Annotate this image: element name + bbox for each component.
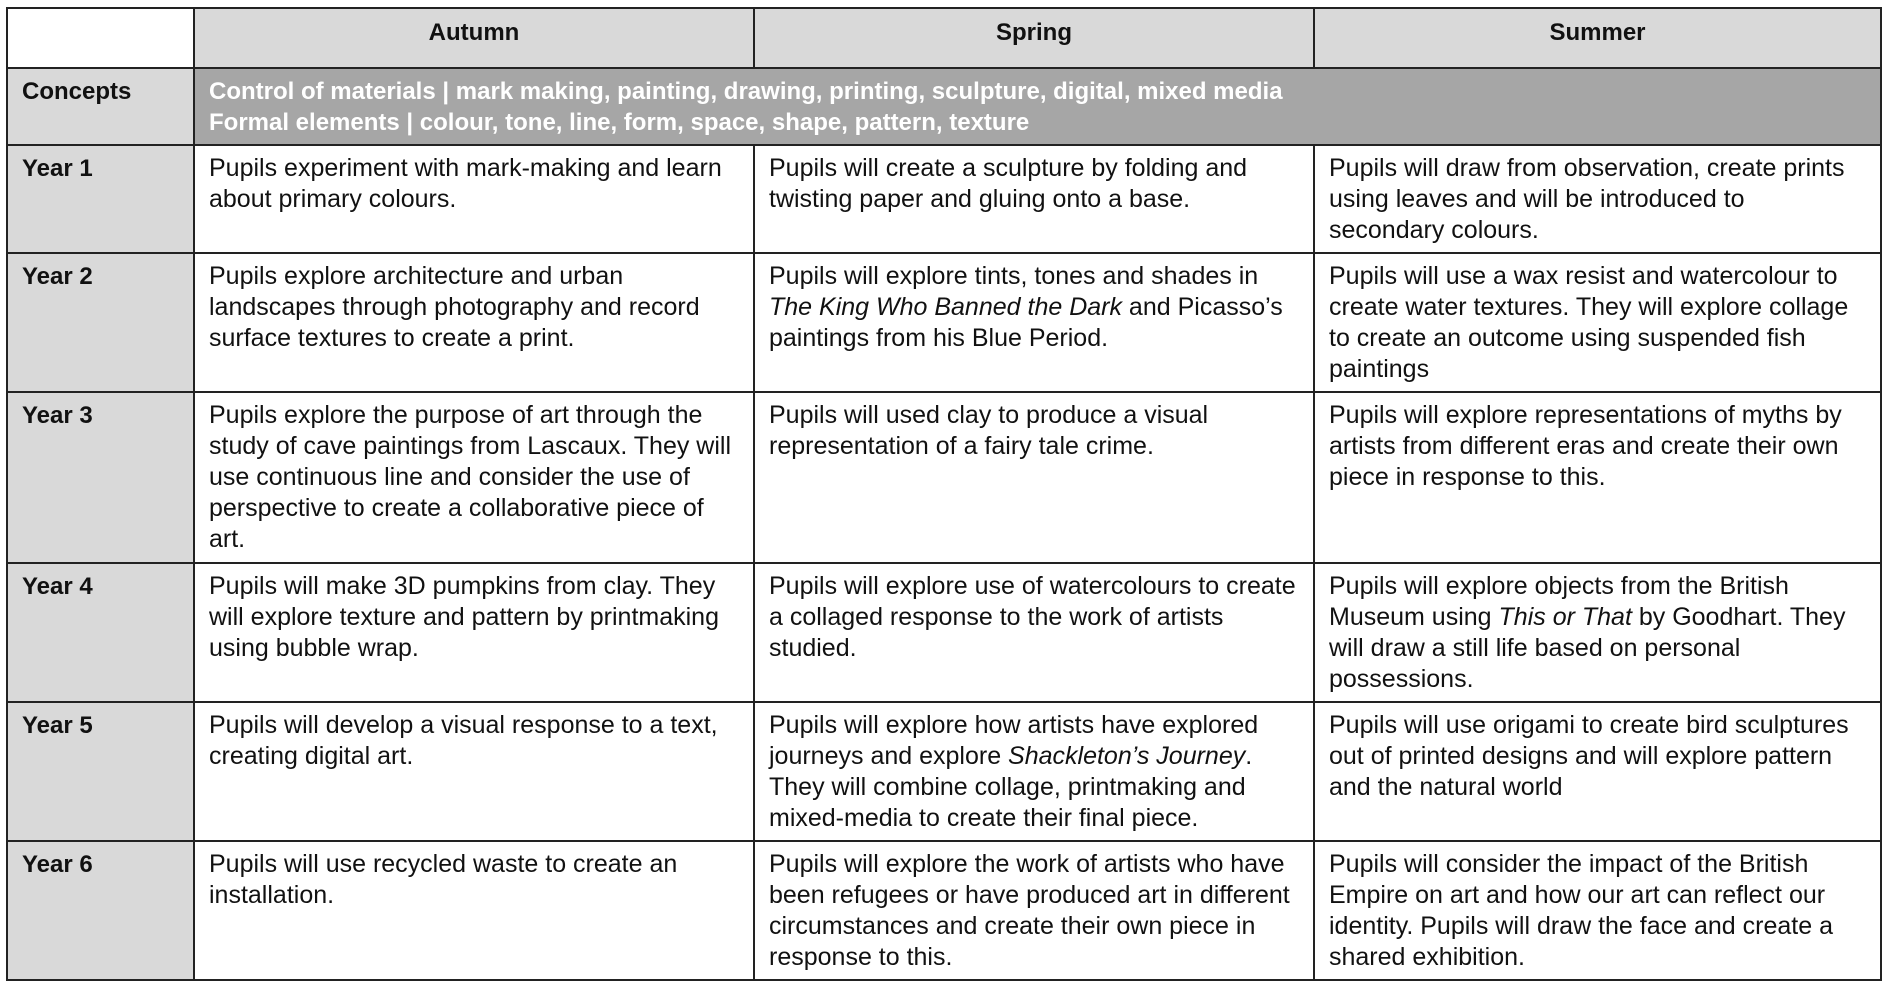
cell-spring: Pupils will create a sculpture by folding and twisting paper and gluing onto a base. (754, 145, 1314, 253)
column-header-autumn: Autumn (194, 8, 754, 68)
row-header-concepts: Concepts (7, 68, 194, 145)
cell-summer: Pupils will draw from observation, create prints using leaves and will be introduced to secondary colours. (1314, 145, 1881, 253)
cell-autumn: Pupils will make 3D pumpkins from clay. They will explore texture and pattern by printmaking using bubble wrap. (194, 563, 754, 702)
column-header-spring: Spring (754, 8, 1314, 68)
cell-spring (754, 253, 1314, 392)
cell-autumn: Pupils explore the purpose of art through the study of cave paintings from Lascaux. They will use continuous line and consider the use of perspective to create a collaborative piece of art. (194, 392, 754, 563)
row-header-year: Year 4 (7, 563, 194, 702)
concepts-line-materials: Control of materials | mark making, painting, drawing, printing, sculpture, digital, mixed media (209, 78, 1283, 105)
cell-text-before-title: Pupils will explore tints, tones and shades in (769, 262, 1259, 290)
cell-text-after-title: and Picasso’s paintings from his Blue Period. (769, 293, 1283, 352)
cell-autumn: Pupils will use recycled waste to create an installation. (194, 841, 754, 980)
cell-spring (754, 702, 1314, 841)
table-row-year-2 (7, 253, 1881, 392)
cell-text-after-title: . They will combine collage, printmaking and mixed-media to create their final piece. (769, 742, 1253, 832)
column-header-summer: Summer (1314, 8, 1881, 68)
corner-cell (7, 8, 194, 68)
cell-spring: Pupils will explore use of watercolours to create a collaged response to the work of artists studied. (754, 563, 1314, 702)
row-header-year: Year 5 (7, 702, 194, 841)
table-row-year-6 (7, 841, 1881, 980)
row-header-year: Year 1 (7, 145, 194, 253)
row-header-year: Year 3 (7, 392, 194, 563)
cell-summer (1314, 563, 1881, 702)
cell-text-after-title: by Goodhart. They will draw a still life based on personal possessions. (1329, 603, 1846, 693)
book-title: This or That (1498, 603, 1632, 631)
cell-summer: Pupils will consider the impact of the British Empire on art and how our art can reflect our identity. Pupils will draw the face and create a shared exhibition. (1314, 841, 1881, 980)
book-title: The King Who Banned the Dark (769, 293, 1122, 321)
table-row-year-4 (7, 563, 1881, 702)
cell-spring: Pupils will used clay to produce a visual representation of a fairy tale crime. (754, 392, 1314, 563)
cell-text-before-title: Pupils will explore how artists have explored journeys and explore (769, 711, 1259, 770)
cell-text-before-title: Pupils will explore objects from the British Museum using (1329, 572, 1789, 631)
table-row-year-1 (7, 145, 1881, 253)
cell-summer: Pupils will explore representations of myths by artists from different eras and create their own piece in response to this. (1314, 392, 1881, 563)
cell-autumn: Pupils will develop a visual response to a text, creating digital art. (194, 702, 754, 841)
concepts-row (7, 68, 1881, 145)
cell-autumn: Pupils explore architecture and urban landscapes through photography and record surface textures to create a print. (194, 253, 754, 392)
table-row-year-3 (7, 392, 1881, 563)
art-curriculum-table (6, 7, 1882, 981)
concepts-cell (194, 68, 1881, 145)
row-header-year: Year 2 (7, 253, 194, 392)
curriculum-table-wrapper (6, 7, 1882, 981)
concepts-line-formal-elements: Formal elements | colour, tone, line, form, space, shape, pattern, texture (209, 109, 1030, 136)
cell-autumn: Pupils experiment with mark-making and learn about primary colours. (194, 145, 754, 253)
cell-summer: Pupils will use origami to create bird sculptures out of printed designs and will explore pattern and the natural world (1314, 702, 1881, 841)
cell-spring: Pupils will explore the work of artists who have been refugees or have produced art in different circumstances and create their own piece in response to this. (754, 841, 1314, 980)
header-row (7, 8, 1881, 68)
cell-summer: Pupils will use a wax resist and watercolour to create water textures. They will explore collage to create an outcome using suspended fish paintings (1314, 253, 1881, 392)
table-row-year-5 (7, 702, 1881, 841)
book-title: Shackleton’s Journey (1008, 742, 1246, 770)
row-header-year: Year 6 (7, 841, 194, 980)
